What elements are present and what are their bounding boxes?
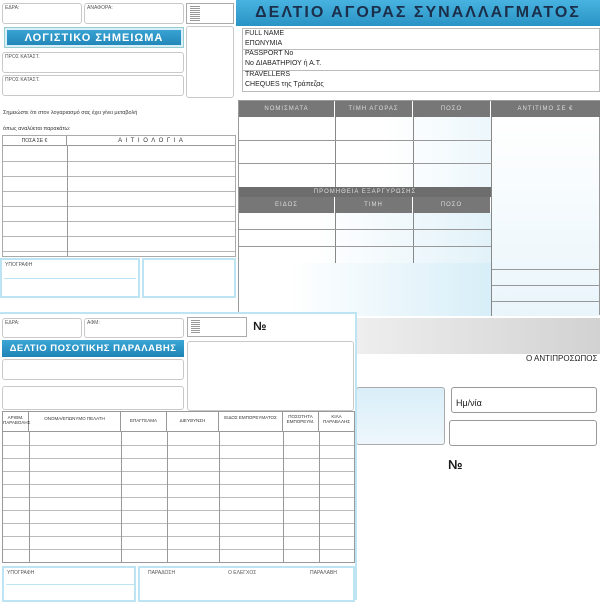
barcode-box	[186, 3, 234, 24]
deltio-agoras-number-sign: №	[448, 457, 463, 472]
posotikis-number-sign: №	[253, 319, 267, 333]
header-dieuthinsi: ΔΙΕΥΘΥΝΣΗ	[167, 412, 219, 432]
info-row-travellers: TRAVELLERS	[245, 71, 290, 78]
anafora-label: ΑΝΑΦΟΡΑ:	[87, 5, 113, 11]
col-line	[283, 432, 284, 562]
header-antitimo: ΑΝΤΙΤΙΜΟ ΣΕ €	[491, 101, 600, 117]
anafora-field[interactable]	[84, 3, 184, 24]
signature-field[interactable]	[449, 420, 597, 446]
header-epaggelma: ΕΠΑΓΓΕΛΜΑ	[121, 412, 167, 432]
logistiko-text-1: Σημειώστε ότι στον λογαριασμό σας έχει γίνει μεταβολή	[3, 110, 138, 116]
header-onoma: ΟΝΟΜΑ/ΕΠΩΝΥΜΟ ΠΕΛΑΤΗ	[29, 412, 121, 432]
barcode-stripe	[190, 6, 200, 21]
footer-paralavi-label: ΠΑΡΑΛΑΒΗ	[310, 570, 337, 576]
representative-label: Ο ΑΝΤΙΠΡΟΣΩΠΟΣ	[526, 354, 598, 363]
mid-header-bar: ΠΡΟΜΗΘΕΙΑ ΕΞΑΡΓΥΡΩΣΗΣ	[239, 187, 491, 197]
date-label: Ημ/νία	[456, 398, 482, 408]
footer-elegxos-label: Ο ΕΛΕΓΧΟΣ	[228, 570, 257, 576]
col-line	[29, 432, 30, 562]
col-line	[121, 432, 122, 562]
info-row-diavatirio: No ΔΙΑΒΑΤΗΡΙΟΥ ή Α.Τ.	[245, 60, 322, 67]
posotikis-table	[2, 411, 355, 563]
info-divider	[243, 49, 599, 50]
header-timi-agoras: ΤΙΜΗ ΑΓΟΡΑΣ	[335, 101, 413, 117]
subheader-poso: ΠΟΣΟ	[413, 197, 491, 213]
row-line	[492, 269, 599, 270]
row-line	[239, 229, 491, 230]
posotikis-form	[0, 312, 357, 600]
posotikis-address-field[interactable]	[2, 386, 184, 410]
info-row-passport: PASSPORT No	[245, 50, 294, 57]
col-line	[319, 432, 320, 562]
table-body-lower	[239, 213, 491, 263]
pros-katast-label-1: ΠΡΟΣ ΚΑΤΑΣΤ.	[5, 54, 40, 60]
right-column	[492, 117, 599, 316]
header-posotita: ΠΟΣΟΤΗΤΑ ΕΜΠΟΡΕΥΜ.	[283, 412, 319, 432]
date-field[interactable]	[451, 387, 597, 413]
deltio-agoras-title: ΔΕΛΤΙΟ ΑΓΟΡΑΣ ΣΥΝΑΛΛΑΓΜΑΤΟΣ	[236, 0, 600, 26]
stamp-box[interactable]	[356, 387, 445, 445]
pros-katast-field-2[interactable]	[2, 75, 184, 96]
posotikis-barcode-box	[187, 317, 247, 337]
col-line	[335, 213, 336, 263]
info-block	[242, 28, 600, 92]
grey-strip	[356, 318, 600, 354]
col-line	[335, 117, 336, 187]
posotikis-title: ΔΕΛΤΙΟ ΠΟΣΟΤΙΚΗΣ ΠΑΡΑΛΑΒΗΣ	[2, 340, 184, 357]
table-rows	[3, 433, 354, 562]
col-line	[413, 117, 414, 187]
subheader-timi: ΤΙΜΗ	[335, 197, 413, 213]
logistiko-stamp-box[interactable]	[142, 258, 236, 298]
info-row-eponymia: ΕΠΩΝΥΜΙΑ	[245, 40, 283, 47]
signature-line	[4, 278, 136, 279]
deltio-agoras-form	[236, 0, 600, 360]
table-rows	[3, 147, 235, 256]
edra-field[interactable]	[2, 3, 82, 24]
logistiko-form	[0, 0, 236, 300]
col-line	[167, 432, 168, 562]
header-eidos: ΕΙΔΟΣ ΕΜΠΟΡΕΥΜΑΤΟΣ	[219, 412, 283, 432]
logistiko-signature-box[interactable]	[0, 258, 140, 298]
pros-katast-label-2: ΠΡΟΣ ΚΑΤΑΣΤ.	[5, 77, 40, 83]
footer-paradosi-label: ΠΑΡΑΔΟΣΗ	[148, 570, 176, 576]
row-line	[239, 246, 491, 247]
posotikis-name-field[interactable]	[2, 359, 184, 380]
row-line	[492, 301, 599, 302]
col-line	[67, 146, 68, 256]
edra-label: ΕΔΡΑ:	[5, 5, 20, 11]
col-line	[413, 213, 414, 263]
info-divider	[243, 70, 599, 71]
logistiko-text-2: όπως αναλύεται παρακάτω:	[3, 126, 71, 132]
posotikis-afm-field[interactable]	[84, 318, 184, 338]
posotikis-edra-field[interactable]	[2, 318, 82, 338]
col-line	[219, 432, 220, 562]
logistiko-table	[2, 135, 236, 257]
header-aitiologia: Α Ι Τ Ι Ο Λ Ο Γ Ι Α	[67, 136, 235, 146]
header-poso: ΠΟΣΟ	[413, 101, 491, 117]
info-row-full-name: FULL NAME	[245, 30, 285, 37]
footer-ypografi-label: ΥΠΟΓΡΑΦΗ	[7, 570, 35, 576]
signature-label: ΥΠΟΓΡΑΦΗ	[5, 262, 33, 268]
currency-table	[238, 100, 600, 315]
posotikis-footer-signature[interactable]	[2, 566, 136, 602]
barcode-stripe	[191, 320, 200, 334]
right-tall-box	[186, 26, 234, 98]
header-nomismata: ΝΟΜΙΣΜΑΤΑ	[239, 101, 335, 117]
header-posa: ΠΟΣΑ ΣΕ €	[3, 136, 67, 146]
pros-katast-field-1[interactable]	[2, 52, 184, 73]
subheader-eidos: ΕΙΔΟΣ	[239, 197, 335, 213]
posotikis-footer-delivery[interactable]	[138, 566, 355, 602]
logistiko-title: ΛΟΓΙΣΤΙΚΟ ΣΗΜΕΙΩΜΑ	[4, 27, 184, 48]
header-kila: ΚΙΛΑ ΠΑΡΑΒΑΛΗΣ	[319, 412, 354, 432]
info-row-cheques: CHEQUES της Τράπεζας	[245, 81, 324, 88]
header-arithm: ΑΡΙΘΜ. ΠΑΡΑΒΟΛΗΣ	[3, 412, 29, 432]
posotikis-edra-label: ΕΔΡΑ:	[5, 320, 20, 326]
posotikis-afm-label: ΑΦΜ:	[87, 320, 100, 326]
row-line	[492, 285, 599, 286]
table-body-bottom	[239, 263, 491, 316]
footer-line	[6, 584, 134, 585]
posotikis-right-box	[187, 341, 354, 411]
